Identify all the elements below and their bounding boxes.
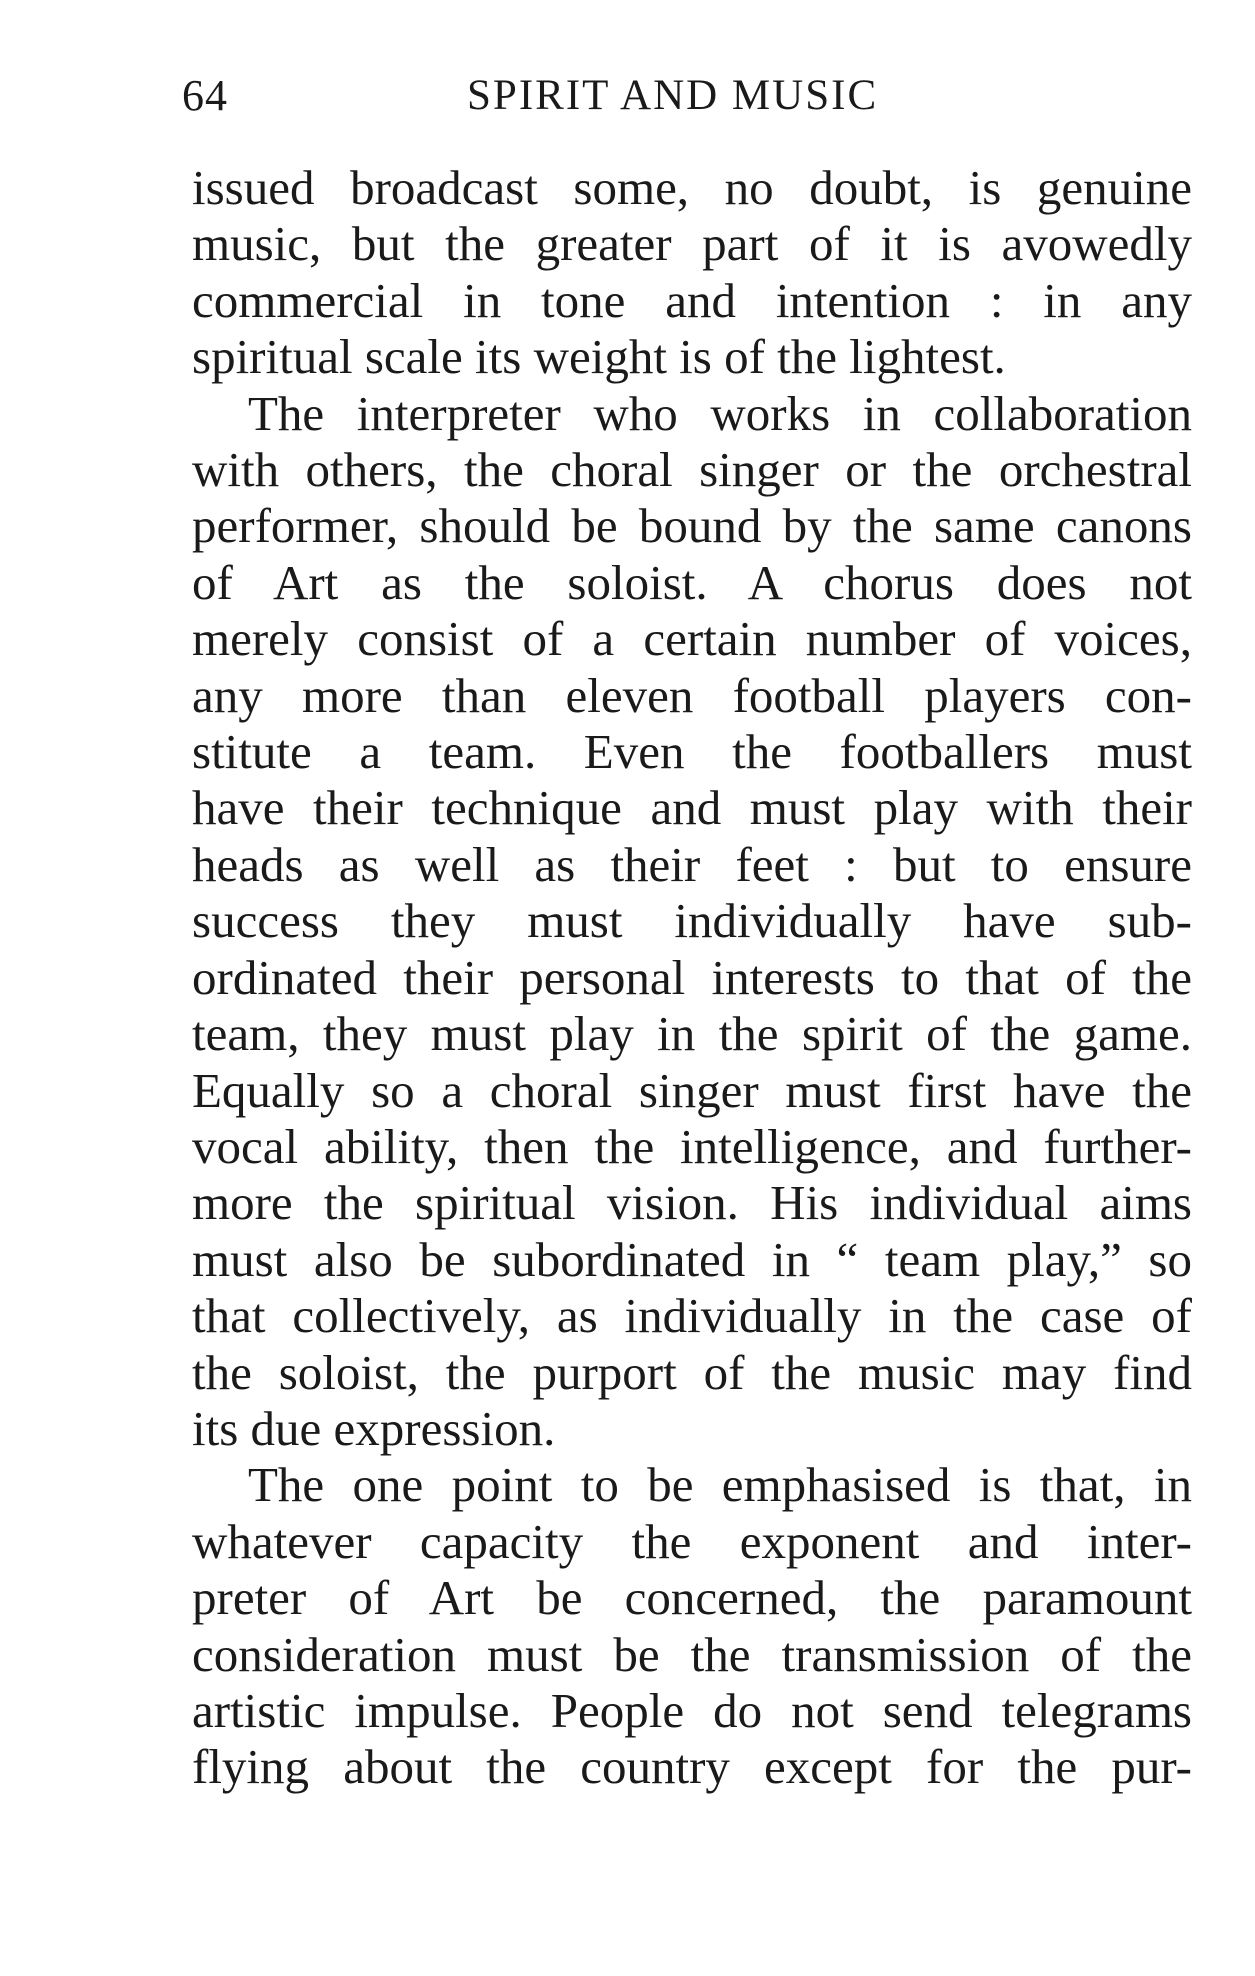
text-line: heads as well as their feet : but to ensure	[192, 836, 1192, 892]
text-line: commercial in tone and intention : in any	[192, 272, 1192, 328]
text-line: with others, the choral singer or the orchestral	[192, 442, 1192, 498]
text-line: music, but the greater part of it is avowedly	[192, 216, 1192, 272]
text-line: stitute a team. Even the footballers must	[192, 724, 1192, 780]
text-line: preter of Art be concerned, the paramount	[192, 1570, 1192, 1626]
text-line: success they must individually have sub-	[192, 893, 1192, 949]
text-line: that collectively, as individually in the case of	[192, 1288, 1192, 1344]
text-line: have their technique and must play with their	[192, 780, 1192, 836]
text-line: the soloist, the purport of the music may find	[192, 1344, 1192, 1400]
text-line: merely consist of a certain number of voices,	[192, 611, 1192, 667]
paragraph-start-line: The interpreter who works in collaboration	[248, 385, 1192, 441]
text-line: any more than eleven football players con-	[192, 667, 1192, 723]
text-line: ordinated their personal interests to that of the	[192, 949, 1192, 1005]
text-line: whatever capacity the exponent and inter-	[192, 1513, 1192, 1569]
running-title: SPIRIT AND MUSIC	[467, 72, 879, 119]
text-line: more the spiritual vision. His individual aims	[192, 1175, 1192, 1231]
text-line: Equally so a choral singer must first have the	[192, 1062, 1192, 1118]
running-head	[182, 68, 1192, 124]
text-line: must also be subordinated in “ team play,” so	[192, 1231, 1192, 1287]
text-line: flying about the country except for the pur-	[192, 1739, 1192, 1795]
text-line: artistic impulse. People do not send telegrams	[192, 1682, 1192, 1738]
paragraph-start-line: The one point to be emphasised is that, in	[248, 1457, 1192, 1513]
text-line: performer, should be bound by the same canons	[192, 498, 1192, 554]
text-line: of Art as the soloist. A chorus does not	[192, 554, 1192, 610]
text-line: its due expression.	[192, 1400, 556, 1456]
text-line: consideration must be the transmission of the	[192, 1626, 1192, 1682]
body-text	[192, 160, 1192, 1796]
text-line: team, they must play in the spirit of the game.	[192, 1006, 1192, 1062]
text-line: issued broadcast some, no doubt, is genuine	[192, 160, 1192, 215]
text-line: vocal ability, then the intelligence, and further-	[192, 1118, 1192, 1174]
page-number: 64	[182, 71, 228, 120]
text-line: spiritual scale its weight is of the lightest.	[192, 329, 1006, 385]
